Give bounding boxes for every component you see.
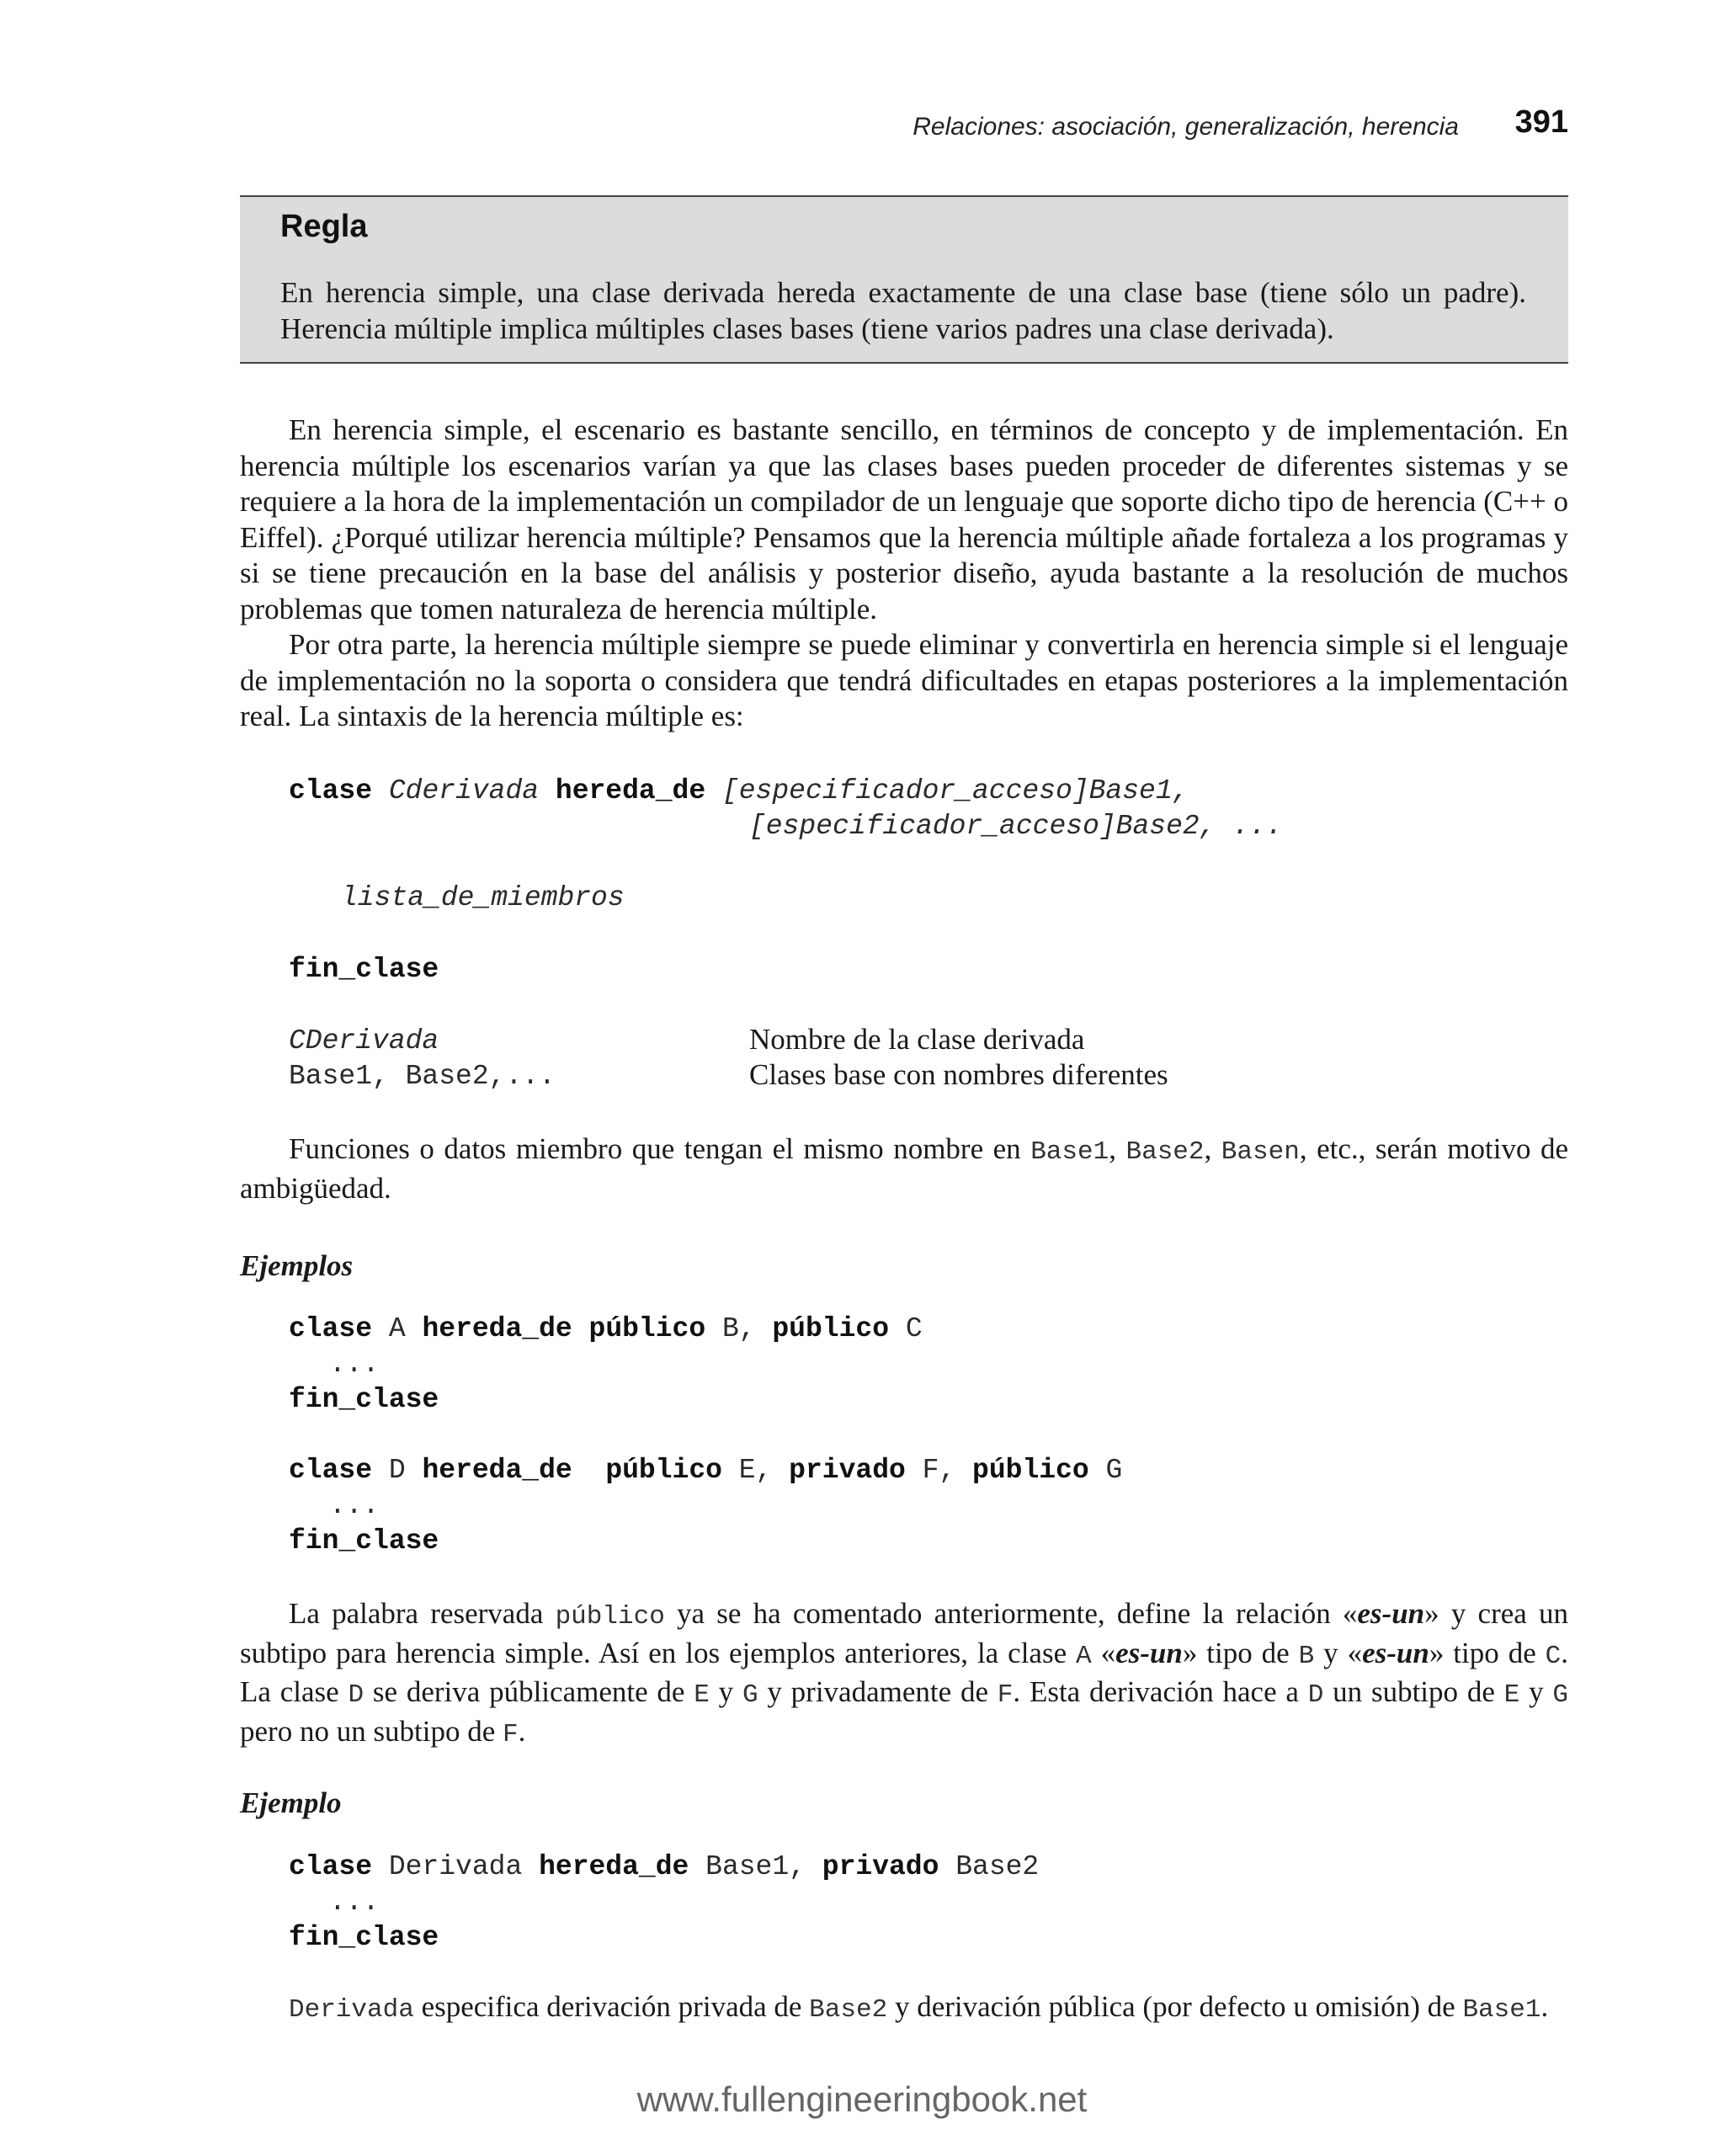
example-3-line-1 (289, 1850, 1039, 1884)
base2-spec: [especificador_acceso]Base2, ... (749, 811, 1283, 842)
code-derivada: Derivada (289, 1995, 414, 2025)
term-es-un: es-un (1362, 1636, 1429, 1669)
text-run: . La clase (240, 1636, 1569, 1708)
text-run: y (709, 1675, 742, 1708)
paragraph-syntax-intro: Por otra parte, la herencia múltiple siempre se puede eliminar y convertirla en herencia simple si el lenguaje de implementación no la soporta o considera que tendrá dificultades en etapas posteriores a la implementación real. La sintaxis de la herencia múltiple es: (240, 628, 1568, 732)
paragraph-intro: En herencia simple, el escenario es bastante sencillo, en términos de concepto y de implementación. En herencia múltiple los escenarios varían ya que las clases bases pueden proceder de diferentes sistemas y se requiere a la hora de la implementación un compilador de un lenguaje que soporte dicho tipo de herencia (C++ o Eiffel). ¿Porqué utilizar herencia múltiple? Pensamos que la herencia múltiple añade fortaleza a los programas y si se tiene precaución en la base del análisis y posterior diseño, ayuda bastante a la resolución de muchos problemas que tomen naturaleza de herencia múltiple. (240, 413, 1568, 626)
code-e: E (694, 1680, 710, 1710)
text-run: . (518, 1714, 526, 1748)
term-es-un: es-un (1357, 1597, 1425, 1630)
ellipsis: ... (329, 1887, 380, 1918)
code-b: B (1298, 1641, 1315, 1671)
code-base1: Base1 (1462, 1995, 1541, 2025)
rule-text: En herencia simple, una clase derivada hereda exactamente de una clase base (tiene sólo un padre). Herencia múltiple implica múltiples clases bases (tiene varios padres una clase derivada). (280, 276, 1526, 345)
definition-term-2: Base1, Base2,... (289, 1061, 556, 1092)
keyword-privado: privado (789, 1455, 906, 1486)
code-g: G (1552, 1680, 1568, 1710)
keyword-clase: clase (289, 775, 373, 807)
keyword-fin-clase: fin_clase (289, 1384, 439, 1415)
keyword-publico: público (772, 1313, 889, 1344)
ellipsis: ... (329, 1490, 380, 1521)
keyword-publico: público (605, 1455, 722, 1486)
base-name: Base2 (955, 1851, 1040, 1882)
keyword-fin-clase: fin_clase (289, 1922, 439, 1953)
text-run: pero no un subtipo de (240, 1714, 503, 1748)
derived-class-name: Cderivada (388, 775, 540, 807)
keyword-publico: público (588, 1313, 706, 1344)
keyword-clase: clase (289, 1455, 373, 1486)
class-name: D (388, 1455, 406, 1486)
class-name: A (388, 1313, 406, 1344)
text-run: y (1519, 1675, 1553, 1708)
code-g: G (742, 1680, 758, 1710)
definition-desc-2: Clases base con nombres diferentes (749, 1058, 1168, 1091)
keyword-publico: público (972, 1455, 1089, 1486)
rule-box (240, 195, 1568, 364)
code-f: F (503, 1719, 519, 1749)
example-heading: Ejemplo (240, 1786, 342, 1819)
base-name: C (905, 1313, 923, 1344)
code-basen: Basen (1221, 1137, 1300, 1167)
class-name: Derivada (388, 1851, 523, 1882)
keyword-hereda-de: hereda_de (555, 775, 706, 807)
keyword-clase: clase (289, 1313, 373, 1344)
text-run: especifica derivación privada de (413, 1990, 810, 2023)
text-run: La palabra reservada (289, 1597, 556, 1630)
text-run: » y crea un subtipo para herencia simple. Así en los ejemplos anteriores, la clase (240, 1597, 1568, 1669)
footer-url: www.fullengineeringbook.net (636, 2079, 1088, 2119)
examples-heading: Ejemplos (240, 1249, 354, 1282)
base-name: G (1105, 1455, 1123, 1486)
text-run: » tipo de (1182, 1636, 1299, 1669)
code-base2: Base2 (809, 1995, 888, 2025)
base-name: E, (738, 1455, 773, 1486)
keyword-hereda-de: hereda_de (539, 1851, 689, 1882)
term-es-un: es-un (1115, 1636, 1183, 1669)
text-run: y privadamente de (758, 1675, 998, 1708)
text-run: , etc., serán motivo de ambigüedad. (240, 1132, 1569, 1205)
paragraph-ambiguity (240, 1131, 1568, 1206)
text-run: . (1540, 1990, 1549, 2023)
running-header (240, 104, 1568, 152)
base1-spec: [especificador_acceso]Base1, (721, 775, 1189, 807)
definition-desc-1: Nombre de la clase derivada (749, 1023, 1085, 1056)
syntax-line-1 (289, 775, 1189, 808)
page-number: 391 (1514, 104, 1568, 140)
paragraph-final (240, 1989, 1568, 2029)
code-d: D (1307, 1680, 1324, 1710)
rule-title: Regla (280, 209, 368, 244)
example-1-line-1 (289, 1312, 923, 1346)
keyword-fin-clase: fin_clase (289, 954, 439, 985)
text-run: y « (1314, 1636, 1363, 1669)
keyword-privado: privado (822, 1851, 939, 1882)
example-2-line-1 (289, 1454, 1122, 1488)
keyword-hereda-de: hereda_de (422, 1313, 572, 1344)
paragraph-explanation (240, 1596, 1568, 1753)
code-d: D (348, 1680, 364, 1710)
base-name: F, (922, 1455, 956, 1486)
keyword-clase: clase (289, 1851, 373, 1882)
keyword-hereda-de: hereda_de (422, 1455, 572, 1486)
base-name: B, (721, 1313, 756, 1344)
ellipsis: ... (329, 1349, 380, 1380)
code-publico: público (555, 1602, 665, 1632)
text-run: y derivación pública (por defecto u omisión) de (887, 1990, 1463, 2023)
text-run: « (1091, 1636, 1116, 1669)
code-e: E (1503, 1680, 1520, 1710)
text-run: ya se ha comentado anteriormente, define la relación « (664, 1597, 1358, 1630)
code-base1: Base1 (1030, 1137, 1109, 1167)
text-run: » tipo de (1429, 1636, 1546, 1669)
base-name: Base1, (705, 1851, 806, 1882)
code-c: C (1545, 1641, 1562, 1671)
running-title: Relaciones: asociación, generalización, herencia (913, 113, 1459, 141)
code-a: A (1076, 1641, 1092, 1671)
text-run: , (1204, 1132, 1221, 1165)
text-run: , (1109, 1132, 1126, 1165)
members-list: lista_de_miembros (341, 882, 625, 913)
definition-term-1: CDerivada (289, 1025, 439, 1057)
keyword-fin-clase: fin_clase (289, 1525, 439, 1557)
text-run: un subtipo de (1323, 1675, 1504, 1708)
code-base2: Base2 (1125, 1137, 1205, 1167)
text-run: Funciones o datos miembro que tengan el mismo nombre en (289, 1132, 1031, 1165)
text-run: se deriva públicamente de (364, 1675, 694, 1708)
code-f: F (997, 1680, 1014, 1710)
text-run: . Esta derivación hace a (1013, 1675, 1308, 1708)
